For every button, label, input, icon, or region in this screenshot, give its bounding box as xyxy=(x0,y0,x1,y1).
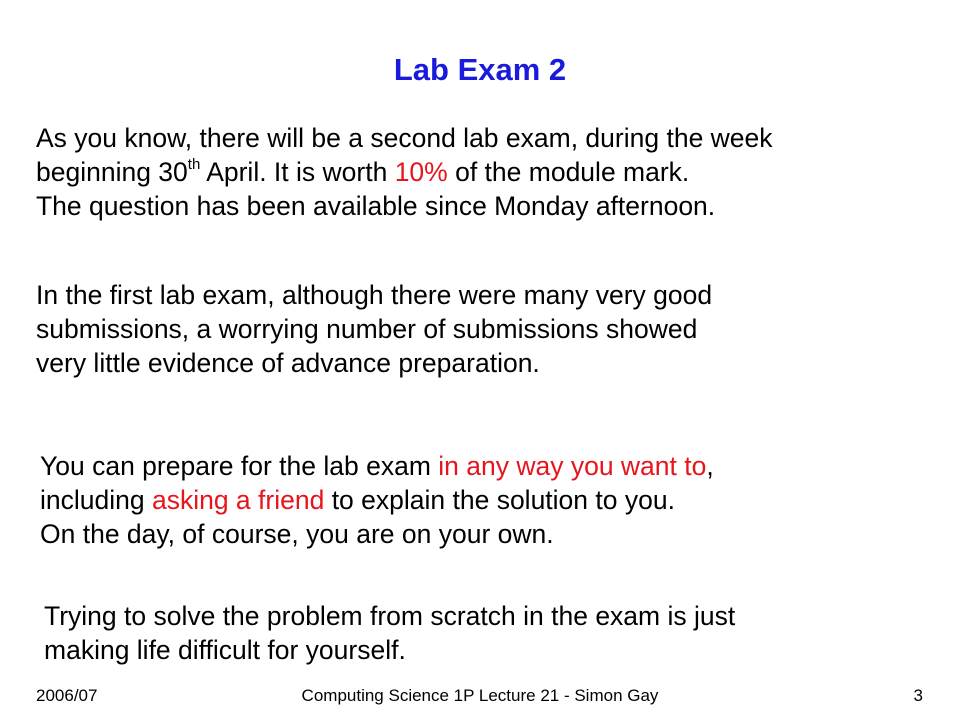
text-line: In the first lab exam, although there were many very good xyxy=(36,280,713,310)
text-line: On the day, of course, you are on your own. xyxy=(40,519,554,549)
footer-course-title: Computing Science 1P Lecture 21 - Simon Gay xyxy=(301,686,659,705)
paragraph-first-exam xyxy=(36,278,712,380)
text-line: making life difficult for yourself. xyxy=(44,635,406,665)
slide-title: Lab Exam 2 xyxy=(393,52,567,87)
text-segment: beginning 30 xyxy=(36,157,188,187)
text-line xyxy=(40,449,714,483)
text-segment: You can prepare for the lab exam xyxy=(40,451,439,481)
text-line: As you know, there will be a second lab exam, during the week xyxy=(36,123,773,153)
highlight-text: in any way you want to xyxy=(438,451,707,481)
text-line xyxy=(36,155,773,189)
paragraph-advice xyxy=(44,599,735,667)
footer-year: 2006/07 xyxy=(36,686,98,705)
text-segment: including xyxy=(40,485,152,515)
text-line: The question has been available since Monday afternoon. xyxy=(36,191,716,221)
highlight-text: asking a friend xyxy=(151,485,325,515)
text-line: submissions, a worrying number of submissions showed xyxy=(36,314,698,344)
text-segment: to explain the solution to you. xyxy=(324,485,675,515)
superscript: th xyxy=(187,156,201,174)
paragraph-lab-exam-info xyxy=(36,121,773,223)
paragraph-preparation xyxy=(40,449,714,551)
highlight-text: 10% xyxy=(394,157,448,187)
text-segment: , xyxy=(706,451,714,481)
text-line xyxy=(40,483,714,517)
text-line: very little evidence of advance preparation. xyxy=(36,348,540,378)
text-segment: of the module mark. xyxy=(447,157,690,187)
text-segment: April. It is worth xyxy=(200,157,395,187)
page-number: 3 xyxy=(913,686,923,705)
text-line: Trying to solve the problem from scratch in the exam is just xyxy=(44,601,736,631)
